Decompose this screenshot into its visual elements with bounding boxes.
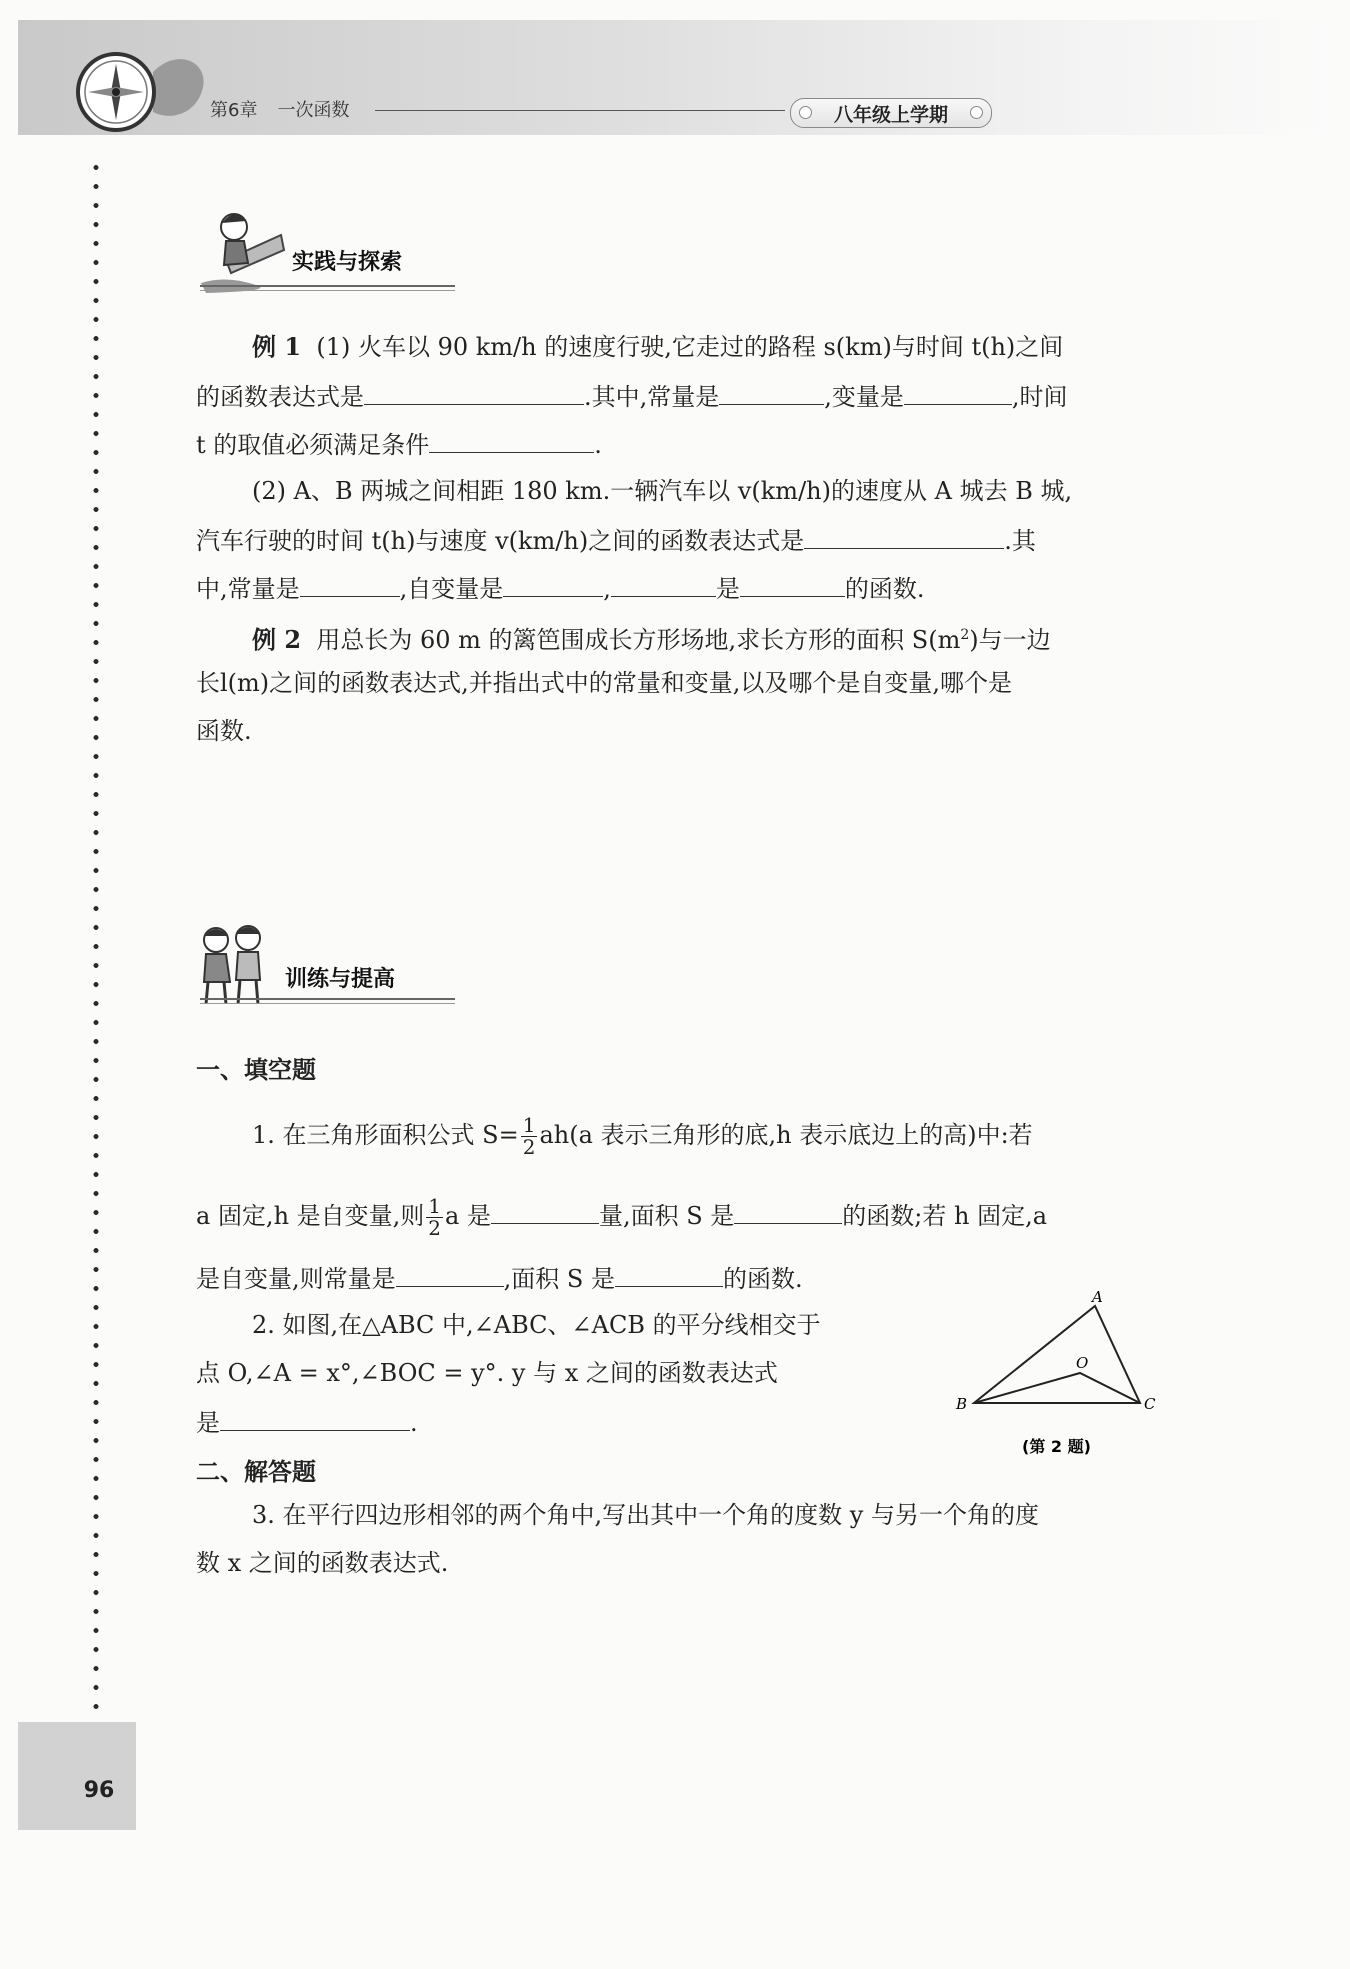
section-underline xyxy=(200,285,455,287)
example1-text: , xyxy=(603,575,611,603)
answer-blank[interactable] xyxy=(804,524,1004,549)
fraction-denominator: 2 xyxy=(522,1135,536,1159)
answer-blank[interactable] xyxy=(491,1199,599,1224)
q1-text: 是 xyxy=(459,1202,491,1230)
bisectors-bo-co xyxy=(974,1373,1140,1403)
q1-line2 xyxy=(196,1196,1047,1239)
fraction-one-half xyxy=(426,1196,443,1239)
example1-text: 的函数表达式是 xyxy=(196,383,364,411)
chapter-title: 一次函数 xyxy=(277,100,350,121)
two-children-icon xyxy=(196,920,268,1010)
q3-line2: 数 x 之间的函数表达式. xyxy=(196,1549,449,1577)
fraction-one-half xyxy=(521,1115,538,1158)
section-title-practice: 实践与探索 xyxy=(292,250,403,275)
q2-line2: 点 O,∠A = x°,∠BOC = y°. y 与 x 之间的函数表达式 xyxy=(196,1359,778,1387)
example1-text: 的函数. xyxy=(844,575,925,603)
fraction-numerator: 1 xyxy=(428,1194,442,1218)
example1-text: ,自变量是 xyxy=(399,575,504,603)
page-number-box xyxy=(18,1722,136,1830)
example1-line2 xyxy=(196,380,1068,412)
answer-blank[interactable] xyxy=(364,380,584,405)
superscript: 2 xyxy=(960,627,970,643)
answer-blank[interactable] xyxy=(429,428,594,453)
answer-blank[interactable] xyxy=(220,1406,410,1431)
example2-line2: 长l(m)之间的函数表达式,并指出式中的常量和变量,以及哪个是自变量,哪个是 xyxy=(196,669,1013,697)
q1-line1 xyxy=(252,1115,1033,1158)
example2-line1 xyxy=(252,620,1051,655)
example1-line4: (2) A、B 两城之间相距 180 km.一辆汽车以 v(km/h)的速度从 A 城去 B 城, xyxy=(252,477,1073,505)
q1-text: 的函数;若 h 固定,a xyxy=(842,1202,1048,1230)
example1-line1 xyxy=(252,332,1063,362)
answer-blank[interactable] xyxy=(611,572,716,597)
example1-text: ,时间 xyxy=(1011,383,1068,411)
q1-text: ,面积 S 是 xyxy=(503,1265,615,1293)
answer-blank[interactable] xyxy=(719,380,824,405)
q1-text: a 固定,h 是自变量,则 xyxy=(196,1202,425,1230)
answer-blank[interactable] xyxy=(615,1262,723,1287)
example2-text: 用总长为 60 m 的篱笆围成长方形场地,求长方形的面积 S(m xyxy=(316,626,961,654)
vertex-label-a: A xyxy=(1092,1288,1103,1306)
example1-text: t 的取值必须满足条件 xyxy=(196,431,430,459)
section-underline xyxy=(200,290,455,291)
answer-blank[interactable] xyxy=(300,572,400,597)
example1-text: 是 xyxy=(715,575,740,603)
vertex-label-c: C xyxy=(1144,1395,1156,1413)
part2-heading: 二、解答题 xyxy=(196,1458,316,1486)
answer-blank[interactable] xyxy=(904,380,1012,405)
example1-line6 xyxy=(196,572,925,604)
triangle-figure xyxy=(950,1288,1170,1468)
grade-badge: 八年级上学期 xyxy=(790,98,992,128)
section-title-training: 训练与提高 xyxy=(285,967,396,992)
running-boy-icon xyxy=(196,205,286,295)
q1-text: 的函数. xyxy=(722,1265,803,1293)
example1-text: .其 xyxy=(1004,527,1036,555)
compass-clock-logo-icon xyxy=(58,42,208,134)
vertex-label-o: O xyxy=(1076,1354,1089,1372)
section-underline xyxy=(200,998,455,1000)
figure-caption: (第 2 题) xyxy=(1022,1437,1091,1456)
fraction-numerator: 1 xyxy=(522,1113,536,1137)
q1-text: 是自变量,则常量是 xyxy=(196,1265,396,1293)
q1-line3 xyxy=(196,1262,803,1294)
part1-heading: 一、填空题 xyxy=(196,1056,316,1084)
q2-text: 是 xyxy=(196,1409,220,1437)
header-rule xyxy=(375,110,785,111)
chapter-label: 第6章 xyxy=(210,100,258,121)
vertex-label-b: B xyxy=(956,1395,968,1413)
example1-label: 例 1 xyxy=(252,332,302,361)
margin-dotted-line xyxy=(93,158,99,1738)
section-underline xyxy=(200,1003,455,1004)
chapter-heading xyxy=(210,96,349,122)
example1-text: 汽车行驶的时间 t(h)与速度 v(km/h)之间的函数表达式是 xyxy=(196,527,805,555)
answer-blank[interactable] xyxy=(503,572,603,597)
answer-blank[interactable] xyxy=(740,572,845,597)
fraction-denominator: 2 xyxy=(428,1216,442,1240)
example2-label: 例 2 xyxy=(252,625,302,654)
example2-line3: 函数. xyxy=(196,717,252,745)
example1-text: ,变量是 xyxy=(824,383,904,411)
q1-text: ah(a 表示三角形的底,h 表示底边上的高)中:若 xyxy=(539,1121,1033,1149)
answer-blank[interactable] xyxy=(396,1262,504,1287)
q1-text: a xyxy=(445,1202,460,1230)
answer-blank[interactable] xyxy=(734,1199,842,1224)
example1-text: (1) 火车以 90 km/h 的速度行驶,它走过的路程 s(km)与时间 t(h)之间 xyxy=(316,333,1064,361)
q2-line3 xyxy=(196,1406,418,1438)
q2-text: . xyxy=(410,1409,418,1437)
example1-line3 xyxy=(196,428,602,460)
example2-text: )与一边 xyxy=(969,626,1051,654)
page-number: 96 xyxy=(83,1778,115,1803)
q1-text: 量,面积 S 是 xyxy=(598,1202,735,1230)
q2-line1: 2. 如图,在△ABC 中,∠ABC、∠ACB 的平分线相交于 xyxy=(252,1311,821,1339)
example1-text: 中,常量是 xyxy=(196,575,300,603)
triangle-abc xyxy=(974,1306,1140,1403)
example1-text: .其中,常量是 xyxy=(584,383,720,411)
example1-text: . xyxy=(594,431,602,459)
q1-text: 1. 在三角形面积公式 S= xyxy=(252,1121,519,1149)
example1-line5 xyxy=(196,524,1036,556)
q3-line1: 3. 在平行四边形相邻的两个角中,写出其中一个角的度数 y 与另一个角的度 xyxy=(252,1501,1039,1529)
